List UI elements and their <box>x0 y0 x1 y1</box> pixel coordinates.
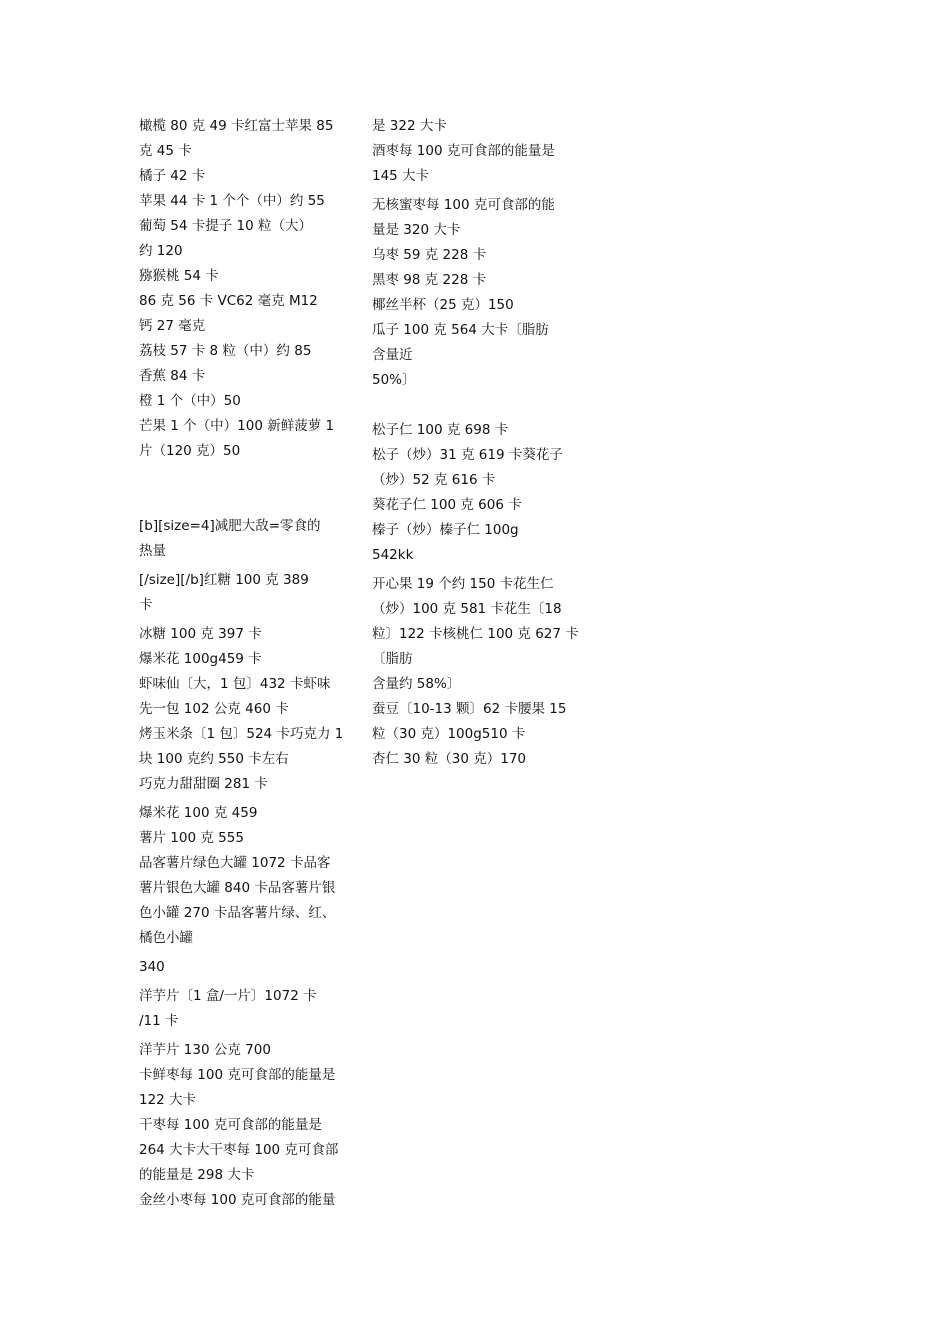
text-line: 乌枣 59 克 228 卡 <box>372 247 487 263</box>
text-line: 松子仁 100 克 698 卡 <box>372 422 509 438</box>
paragraph-nuts <box>372 572 582 772</box>
text-line: 椰丝半杯（25 克）150 <box>372 297 514 313</box>
text-line: 热量 <box>139 543 166 559</box>
spacer <box>372 393 582 418</box>
paragraph-snacks-heading <box>139 514 349 564</box>
text-line: 杏仁 30 粒（30 克）170 <box>372 751 526 767</box>
right-text-column <box>372 114 582 772</box>
text-line: /11 卡 <box>139 1013 179 1029</box>
text-line: 香蕉 84 卡 <box>139 368 206 384</box>
text-line: 无核蜜枣每 100 克可食部的能 <box>372 197 555 213</box>
text-line: 卡鲜枣每 100 克可食部的能量是 <box>139 1067 336 1083</box>
text-line: 橄榄 80 克 49 卡红富士苹果 85 <box>139 118 334 134</box>
text-line: 虾味仙〔大，1 包〕432 卡虾味 <box>139 676 331 692</box>
text-line: 干枣每 100 克可食部的能量是 <box>139 1117 322 1133</box>
text-line: 50%〕 <box>372 372 416 388</box>
paragraph-chips-value <box>139 955 349 980</box>
text-line: 黑枣 98 克 228 卡 <box>372 272 487 288</box>
text-line: 松子（炒）31 克 619 卡葵花子 <box>372 447 563 463</box>
text-line: 巧克力甜甜圈 281 卡 <box>139 776 268 792</box>
text-line: 开心果 19 个约 150 卡花生仁 <box>372 576 554 592</box>
text-line: 卡 <box>139 597 153 613</box>
text-line: 苹果 44 卡 1 个个（中）约 55 <box>139 193 325 209</box>
text-line: 冰糖 100 克 397 卡 <box>139 626 262 642</box>
paragraph-dates <box>139 1038 349 1213</box>
text-line: 145 大卡 <box>372 168 430 184</box>
text-line: 薯片银色大罐 840 卡品客薯片银 <box>139 880 336 896</box>
text-line: 〔脂肪 <box>372 651 413 667</box>
paragraph-chips <box>139 801 349 951</box>
text-line: 品客薯片绿色大罐 1072 卡品客 <box>139 855 331 871</box>
paragraph-potato-chips <box>139 984 349 1034</box>
text-line: 洋芋片〔1 盒/一片〕1072 卡 <box>139 988 317 1004</box>
text-line: 量是 320 大卡 <box>372 222 461 238</box>
spacer <box>139 464 349 514</box>
text-line: 芒果 1 个（中）100 新鲜菠萝 1 <box>139 418 335 434</box>
text-line: 钙 27 毫克 <box>139 318 206 334</box>
paragraph-fruits <box>139 114 349 464</box>
left-text-column <box>139 114 349 1213</box>
text-line: （炒）100 克 581 卡花生〔18 <box>372 601 562 617</box>
paragraph-seeds <box>372 418 582 568</box>
text-line: [/size][/b]红糖 100 克 389 <box>139 572 309 588</box>
text-line: 克 45 卡 <box>139 143 192 159</box>
text-line: 薯片 100 克 555 <box>139 830 244 846</box>
text-line: 先一包 102 公克 460 卡 <box>139 701 289 717</box>
text-line: 122 大卡 <box>139 1092 197 1108</box>
text-line: 542kk <box>372 547 414 563</box>
text-line: 爆米花 100 克 459 <box>139 805 258 821</box>
text-line: 葵花子仁 100 克 606 卡 <box>372 497 522 513</box>
text-line: 猕猴桃 54 卡 <box>139 268 219 284</box>
text-line: 橘子 42 卡 <box>139 168 206 184</box>
text-line: 瓜子 100 克 564 大卡〔脂肪 <box>372 322 549 338</box>
text-line: 含量近 <box>372 347 413 363</box>
paragraph-brown-sugar <box>139 568 349 618</box>
text-line: 的能量是 298 大卡 <box>139 1167 255 1183</box>
text-line: 块 100 克约 550 卡左右 <box>139 751 289 767</box>
text-line: 蚕豆〔10-13 颗〕62 卡腰果 15 <box>372 701 567 717</box>
text-line: 洋芋片 130 公克 700 <box>139 1042 271 1058</box>
text-line: 含量约 58%〕 <box>372 676 461 692</box>
text-line: 金丝小枣每 100 克可食部的能量 <box>139 1192 336 1208</box>
text-line: 橙 1 个（中）50 <box>139 393 241 409</box>
text-line: 葡萄 54 卡提子 10 粒（大） <box>139 218 313 234</box>
text-line: 色小罐 270 卡品客薯片绿、红、 <box>139 905 336 921</box>
paragraph-dried-fruits <box>372 193 582 393</box>
text-line: 是 322 大卡 <box>372 118 447 134</box>
text-line: 粒（30 克）100g510 卡 <box>372 726 526 742</box>
paragraph-dates-continued <box>372 114 582 189</box>
text-line: 约 120 <box>139 243 183 259</box>
text-line: 荔枝 57 卡 8 粒（中）约 85 <box>139 343 312 359</box>
text-line: 片（120 克）50 <box>139 443 241 459</box>
text-line: 酒枣每 100 克可食部的能量是 <box>372 143 555 159</box>
text-line: 橘色小罐 <box>139 930 193 946</box>
text-line: 340 <box>139 959 165 975</box>
text-line: （炒）52 克 616 卡 <box>372 472 496 488</box>
text-line: 爆米花 100g459 卡 <box>139 651 262 667</box>
text-line: [b][size=4]减肥大敌=零食的 <box>139 518 321 534</box>
paragraph-sweets <box>139 622 349 797</box>
text-line: 粒〕122 卡核桃仁 100 克 627 卡 <box>372 626 579 642</box>
text-line: 烤玉米条〔1 包〕524 卡巧克力 1 <box>139 726 344 742</box>
text-line: 榛子（炒）榛子仁 100g <box>372 522 519 538</box>
text-line: 86 克 56 卡 VC62 毫克 M12 <box>139 293 318 309</box>
text-line: 264 大卡大干枣每 100 克可食部 <box>139 1142 339 1158</box>
